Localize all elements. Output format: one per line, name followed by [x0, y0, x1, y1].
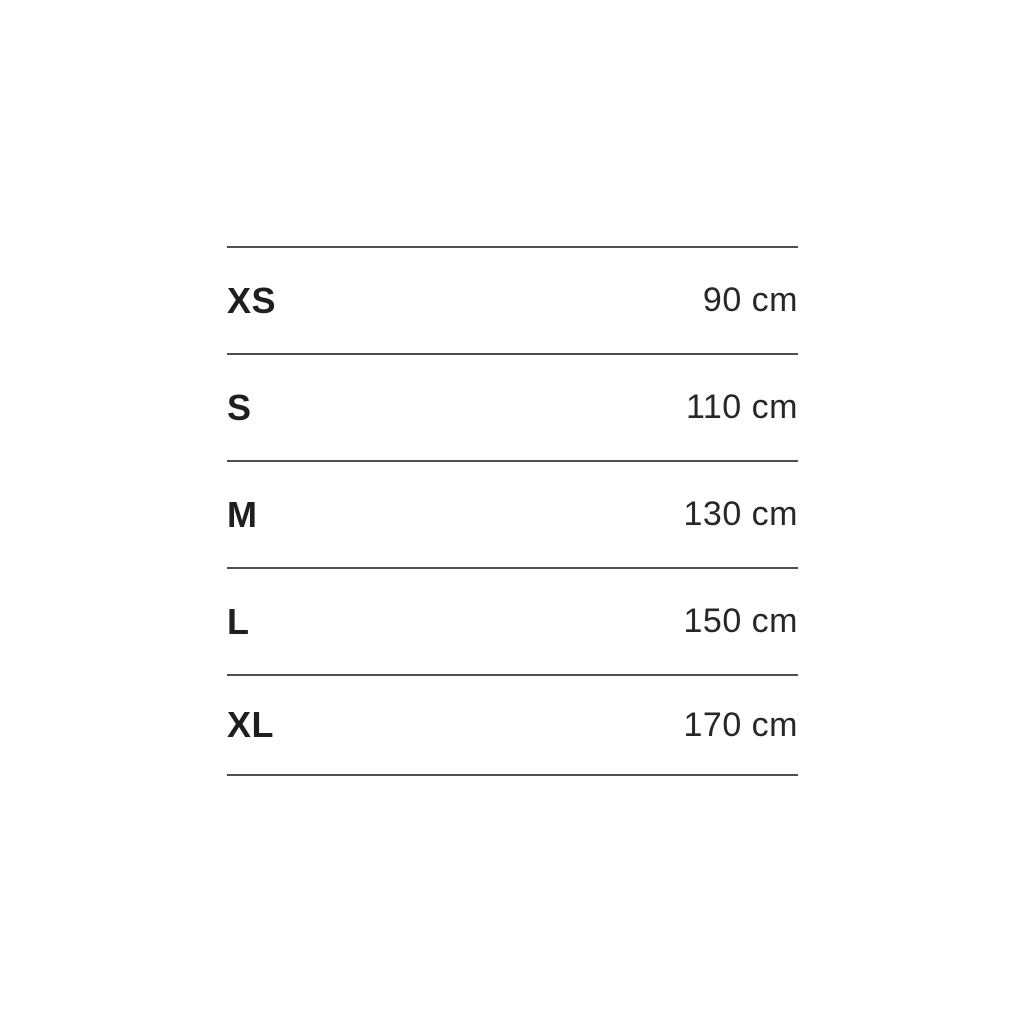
size-label: M	[227, 493, 258, 535]
size-value: 150 cm	[683, 602, 798, 640]
size-label: L	[227, 600, 250, 642]
size-value: 110 cm	[686, 388, 798, 426]
size-label: XS	[227, 279, 277, 321]
size-chart-table	[227, 246, 798, 776]
size-value: 90 cm	[702, 281, 798, 319]
size-value: 130 cm	[683, 495, 798, 533]
table-row	[227, 460, 798, 567]
table-row	[227, 353, 798, 460]
size-value: 170 cm	[683, 705, 798, 744]
size-label: XL	[227, 704, 275, 745]
table-row	[227, 567, 798, 674]
table-row	[227, 674, 798, 776]
size-label: S	[227, 386, 252, 428]
table-row	[227, 246, 798, 353]
